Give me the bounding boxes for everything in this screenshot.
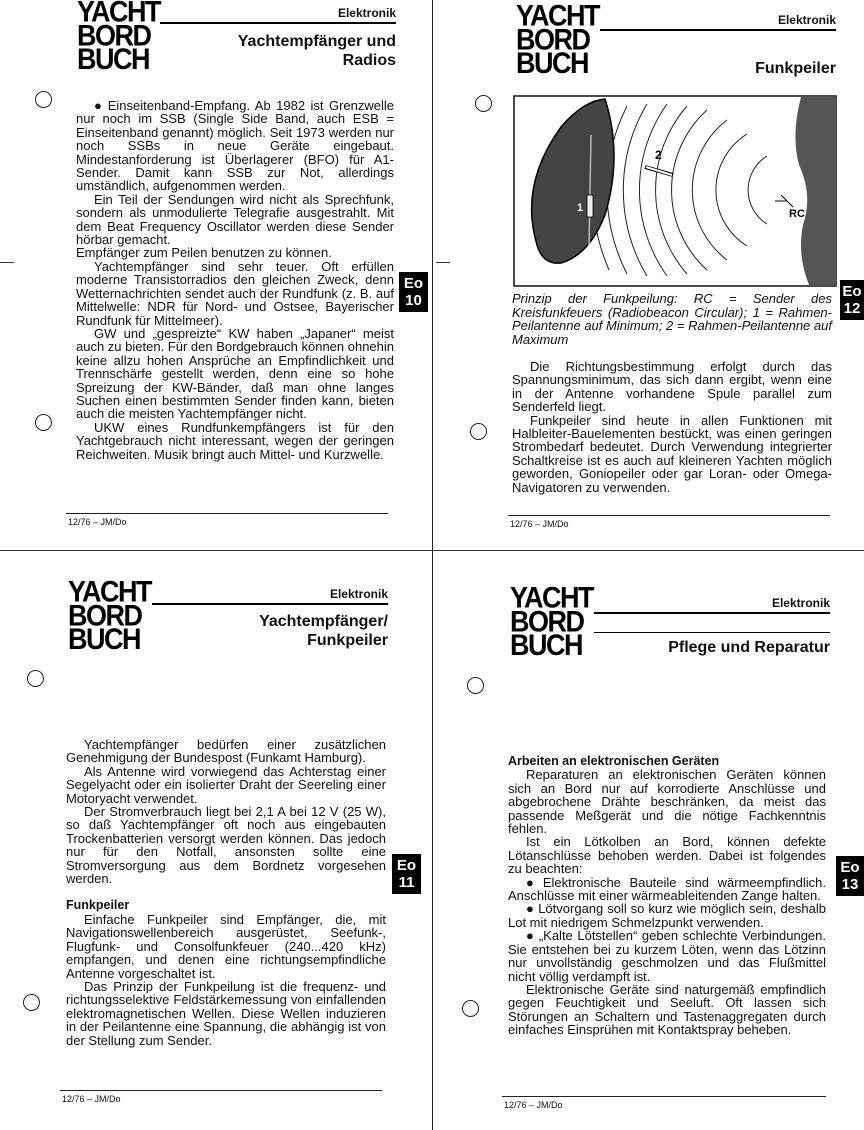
punch-hole: [35, 91, 52, 108]
margin-tick: [0, 262, 14, 263]
punch-hole: [462, 1000, 479, 1017]
subheading: Arbeiten an elektronischen Geräten: [508, 754, 720, 768]
figure-caption: Prinzip der Funkpeilung: RC = Sender des Kreisfunkfeuers (Radiobeacon Circular); 1 = Rahmen-Peilantenne auf Minimum; 2 = Rahmen-Peilantenne auf Maximum: [512, 291, 832, 347]
body-paragraph: Empfänger zum Peilen benutzen zu können.: [76, 245, 332, 261]
horizontal-cut-line: [0, 550, 864, 551]
body-paragraph: Yachtempfänger sind sehr teuer. Oft erfüllen moderne Transistorradios den gleichen Zweck, denn Wetternachrichten sendet auch der Rundfunk (z. B. auf Mittelwelle: NDR für Nord- und Ostsee, Bayerischer Rundfunk für Mittelmeer).: [76, 258, 394, 328]
yacht-bord-buch-logo: YACHT BORD BUCH: [510, 581, 594, 662]
body-paragraph: Der Stromverbrauch liegt bei 2,1 A bei 12 V (25 W), so daß Yachtempfänger oft noch aus eingebauten Trockenbatterien versorgt werden können. Das jedoch nur für den Notfall, ansonsten sollte eine Stromversorgung aus dem Bordnetz vorgesehen werden.: [66, 804, 386, 887]
footer-rule: [60, 1090, 382, 1091]
body-paragraph: Die Richtungsbestimmung erfolgt durch das Spannungsminimum, das sich dann ergibt, wenn eine in der Antenne vorhandene Spule parallel zum Senderfeld liegt.: [512, 359, 832, 415]
bullet-item: ● Elektronische Bauteile sind wärmeempfindlich. Anschlüsse mit einer wärmeableitenden Zange halten.: [508, 876, 826, 903]
yacht-bord-buch-logo: YACHT BORD BUCH: [516, 0, 600, 80]
footer-code: 12/76 – JM/Do: [510, 519, 569, 529]
body-paragraph: Einfache Funkpeiler sind Empfänger, die, mit Navigationswellenbereich ausgerüstet, Seefunk-, Flugfunk- und Consolfunkfeuer (240...420 kHz) empfangen, und denen eine richtungsempfindliche Antenne vorgeschaltet ist.: [66, 911, 386, 981]
section-badge: Eo 13: [836, 856, 864, 896]
body-paragraph: Elektronische Geräte sind naturgemäß empfindlich gegen Feuchtigkeit und Seeluft. Oft lassen sich Störungen an Schaltern und Tastenaggregaten durch einfaches Einsprühen mit Kontaktspray beheben.: [508, 981, 826, 1038]
header-rule: [152, 603, 388, 605]
punch-hole: [467, 677, 484, 694]
body-paragraph: Das Prinzip der Funkpeilung ist die frequenz- und richtungsselektive Feldstärkemessung von einfallenden elektromagnetischen Wellen. Diese Wellen induzieren in der Peilantenne eine Spannung, die abhängig ist von der Stellung zum Sender.: [66, 978, 386, 1048]
header-rule: [600, 29, 836, 31]
body-paragraph: Als Antenne wird vorwiegend das Achterstag einer Segelyacht oder ein isolierter Draht der Seereling einer Motoryacht verwendet.: [66, 763, 386, 806]
header-rule: [160, 22, 396, 24]
header-rule: [594, 612, 830, 614]
footer-rule: [502, 1096, 826, 1097]
category-label: Elektronik: [329, 587, 388, 601]
body-paragraph: ● Einseitenband-Empfang. Ab 1982 ist Grenzwelle nur noch im SSB (Single Side Band, auch ESB = Einseitenband genannt) möglich. Seit 1973 werden nur noch SSBs in neue Geräte eingebaut. Mindestanforderung ist Überlagerer (BFO) für A1-Sender. Damit kann SSB zur Not, allerdings umständlich, aufgenommen werden.: [76, 99, 394, 193]
card-title: Yachtempfänger und Radios: [237, 33, 396, 69]
header-rule: [594, 632, 830, 633]
antenna-2-label: 2: [655, 148, 662, 162]
margin-tick: [436, 262, 450, 263]
section-badge: Eo 10: [399, 272, 428, 312]
body-paragraph: Ist ein Lötkolben an Bord, können defekte Lötanschlüsse behoben werden. Dabei ist folgendes zu beachten:: [508, 834, 826, 877]
punch-hole: [475, 95, 492, 112]
body-paragraph: Yachtempfänger bedürfen einer zusätzlichen Genehmigung der Bundespost (Funkamt Hamburg).: [66, 737, 386, 766]
footer-rule: [508, 515, 830, 516]
card-body: [508, 755, 826, 1037]
radio-direction-finding-figure: [513, 95, 837, 287]
vertical-cut-line: [432, 0, 433, 1130]
footer-rule: [66, 513, 388, 514]
punch-hole: [470, 423, 487, 440]
card-body: [512, 360, 832, 494]
card-body: [66, 738, 386, 1047]
yacht-bord-buch-logo: YACHT BORD BUCH: [77, 0, 161, 76]
subheading: Funkpeiler: [66, 898, 130, 913]
punch-hole: [35, 414, 52, 431]
card-body: [76, 99, 394, 461]
body-paragraph: Ein Teil der Sendungen wird nicht als Sprechfunk, sondern als unmodulierte Telegrafie ausgestrahlt. Mit dem Beat Frequency Oscillator werden diese Sender hörbar gemacht.: [76, 191, 394, 248]
body-paragraph: GW und „gespreizte“ KW haben „Japaner“ meist auch zu bieten. Für den Bordgebrauch können ohnehin keine allzu hohen Ansprüche an Empfindlichkeit und Trennschärfe gestellt werden, denn eine so hohe Spreizung der KW-Bänder, daß man ohne langes Suchen einen bestimmten Sender finden kann, bieten auch die meisten Yachtempfänger nicht.: [76, 325, 395, 422]
body-paragraph: UKW eines Rundfunkempfängers ist für den Yachtgebrauch nicht interessant, wegen der geringen Reichweiten. Musik bringt auch Mittel- und Kurzwelle.: [76, 419, 394, 462]
card-title: Funkpeiler: [755, 60, 836, 77]
bullet-item: ● Lötvorgang soll so kurz wie möglich sein, deshalb Lot mit niedrigem Schmelzpunkt verwenden.: [508, 902, 826, 929]
body-paragraph: Reparaturen an elektronischen Geräten können sich an Bord nur auf korrodierte Anschlüsse und abgebrochene Drähte beschränken, da meist das passende Meßgerät und die nötige Fachkenntnis fehlen.: [508, 767, 826, 837]
category-label: Elektronik: [777, 13, 836, 27]
footer-code: 12/76 – JM/Do: [62, 1094, 121, 1104]
card-title: Pflege und Reparatur: [668, 639, 830, 656]
footer-code: 12/76 – JM/Do: [504, 1100, 563, 1110]
section-badge: Eo 11: [392, 854, 421, 894]
section-badge: Eo 12: [840, 280, 864, 320]
body-paragraph: Funkpeiler sind heute in allen Funktionen mit Halbleiter-Bauelementen bestückt, was einen geringen Strombedarf bedeutet. Durch Verwendung integrierter Schaltkreise ist es auch auf kleineren Yachten möglich geworden, Goniopeiler oder gar Loran- oder Omega-Navigatoren zu verwenden.: [512, 412, 832, 495]
category-label: Elektronik: [771, 596, 830, 610]
category-label: Elektronik: [337, 6, 396, 20]
punch-hole: [27, 670, 44, 687]
rc-label: RC: [789, 208, 805, 220]
yacht-bord-buch-logo: YACHT BORD BUCH: [68, 575, 152, 656]
antenna-1-label: 1: [577, 202, 584, 214]
card-title: Yachtempfänger/ Funkpeiler: [259, 613, 388, 649]
bullet-item: ● „Kalte Lötstellen“ geben schlechte Verbindungen. Sie entstehen bei zu kurzem Löten, wenn das Lötzinn nur unvollständig geschmolzen und das Flußmittel nicht völlig verdampft ist.: [508, 929, 826, 983]
punch-hole: [23, 994, 40, 1011]
footer-code: 12/76 – JM/Do: [68, 517, 127, 527]
